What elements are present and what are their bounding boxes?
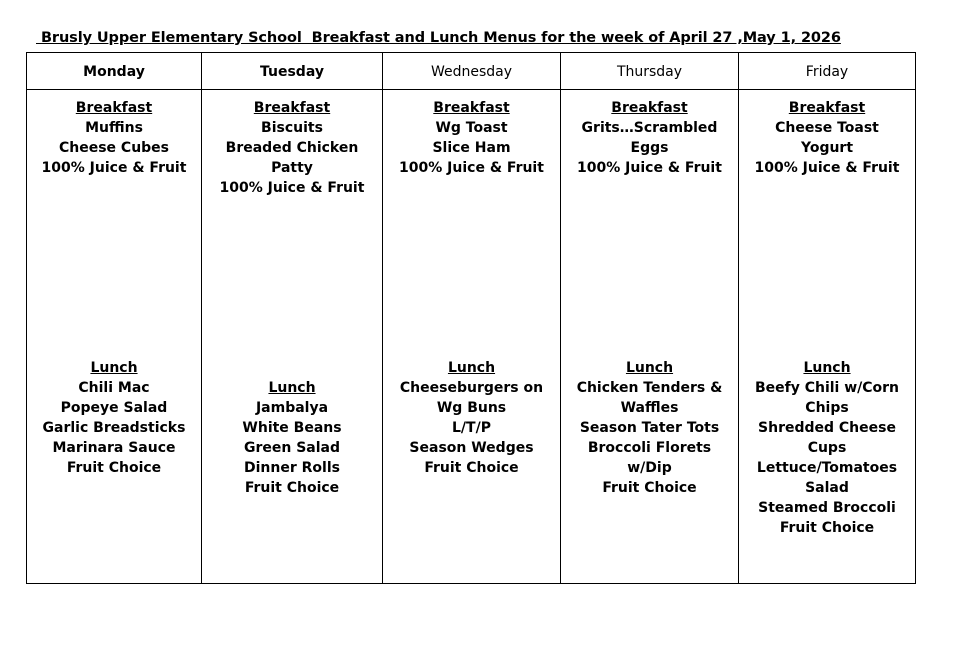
- menu-item: Fruit Choice: [424, 460, 519, 476]
- menu-item: Marinara Sauce: [52, 440, 176, 456]
- menu-item: Yogurt: [800, 140, 854, 156]
- menu-item: Steamed Broccoli: [758, 500, 896, 516]
- menu-item: w/Dip: [627, 460, 672, 476]
- breakfast-cell-friday: [739, 98, 915, 178]
- menu-item: Beefy Chili w/Corn: [754, 380, 900, 396]
- lunch-cell-thursday: [561, 358, 738, 498]
- menu-item: Season Tater Tots: [579, 420, 720, 436]
- breakfast-cell-wednesday: [383, 98, 560, 178]
- breakfast-heading: Breakfast: [75, 100, 153, 116]
- breakfast-heading: Breakfast: [253, 100, 331, 116]
- menu-item: Breaded Chicken: [225, 140, 359, 156]
- lunch-heading: Lunch: [625, 360, 674, 376]
- breakfast-heading: Breakfast: [433, 100, 510, 116]
- menu-item: Popeye Salad: [60, 400, 168, 416]
- menu-item: 100% Juice & Fruit: [754, 160, 900, 176]
- menu-item: Wg Toast: [435, 120, 508, 136]
- lunch-heading: Lunch: [90, 360, 138, 376]
- breakfast-cell-thursday: [561, 98, 738, 178]
- breakfast-heading: Breakfast: [788, 100, 866, 116]
- menu-item: 100% Juice & Fruit: [399, 160, 544, 176]
- menu-item: Broccoli Florets: [587, 440, 712, 456]
- menu-item: Fruit Choice: [244, 480, 340, 496]
- menu-item: L/T/P: [452, 420, 491, 436]
- day-header-thursday: Thursday: [616, 63, 683, 80]
- breakfast-cell-tuesday: [202, 98, 382, 198]
- menu-item: Fruit Choice: [66, 460, 162, 476]
- menu-item: Green Salad: [243, 440, 341, 456]
- lunch-heading: Lunch: [447, 360, 496, 376]
- menu-item: 100% Juice & Fruit: [41, 160, 187, 176]
- day-header-monday: Monday: [83, 63, 145, 80]
- menu-item: 100% Juice & Fruit: [577, 160, 722, 176]
- menu-item: Chips: [805, 400, 849, 416]
- menu-item: Fruit Choice: [602, 480, 697, 496]
- menu-item: Slice Ham: [432, 140, 511, 156]
- page-title: Brusly Upper Elementary School Breakfast and Lunch Menus for the week of April 27 ,May 1, 2026: [36, 30, 841, 46]
- menu-item: Cheese Toast: [775, 120, 879, 136]
- lunch-cell-wednesday: [383, 358, 560, 478]
- menu-item: Eggs: [630, 140, 669, 156]
- lunch-heading: Lunch: [803, 360, 851, 376]
- day-header-friday: Friday: [805, 63, 849, 80]
- menu-item: Garlic Breadsticks: [42, 420, 186, 436]
- breakfast-heading: Breakfast: [611, 100, 688, 116]
- menu-item: Fruit Choice: [779, 520, 875, 536]
- day-header-wednesday: Wednesday: [430, 63, 513, 80]
- menu-item: Lettuce/Tomatoes: [756, 460, 898, 476]
- menu-item: Wg Buns: [436, 400, 507, 416]
- menu-item: Dinner Rolls: [244, 460, 340, 476]
- menu-item: Waffles: [620, 400, 679, 416]
- lunch-cell-friday: [739, 358, 915, 538]
- menu-item: Salad: [805, 480, 849, 496]
- menu-item: Jambalya: [255, 400, 329, 416]
- menu-item: Cheeseburgers on: [399, 380, 544, 396]
- breakfast-cell-monday: [27, 98, 201, 178]
- menu-item: Chili Mac: [78, 380, 150, 396]
- menu-table: [26, 52, 916, 584]
- menu-item: Cheese Cubes: [58, 140, 170, 156]
- lunch-heading: Lunch: [268, 380, 316, 396]
- menu-item: Season Wedges: [409, 440, 534, 456]
- menu-item: Chicken Tenders &: [576, 380, 723, 396]
- day-header-tuesday: Tuesday: [260, 63, 324, 80]
- menu-item: Muffins: [85, 120, 143, 136]
- lunch-cell-tuesday: [202, 378, 382, 498]
- menu-item: Shredded Cheese: [758, 420, 896, 436]
- lunch-cell-monday: [27, 358, 201, 478]
- menu-item: Cups: [807, 440, 847, 456]
- menu-item: 100% Juice & Fruit: [219, 180, 365, 196]
- menu-item: Grits…Scrambled: [581, 120, 718, 136]
- menu-item: White Beans: [242, 420, 342, 436]
- menu-item: Patty: [271, 160, 313, 176]
- menu-item: Biscuits: [261, 120, 323, 136]
